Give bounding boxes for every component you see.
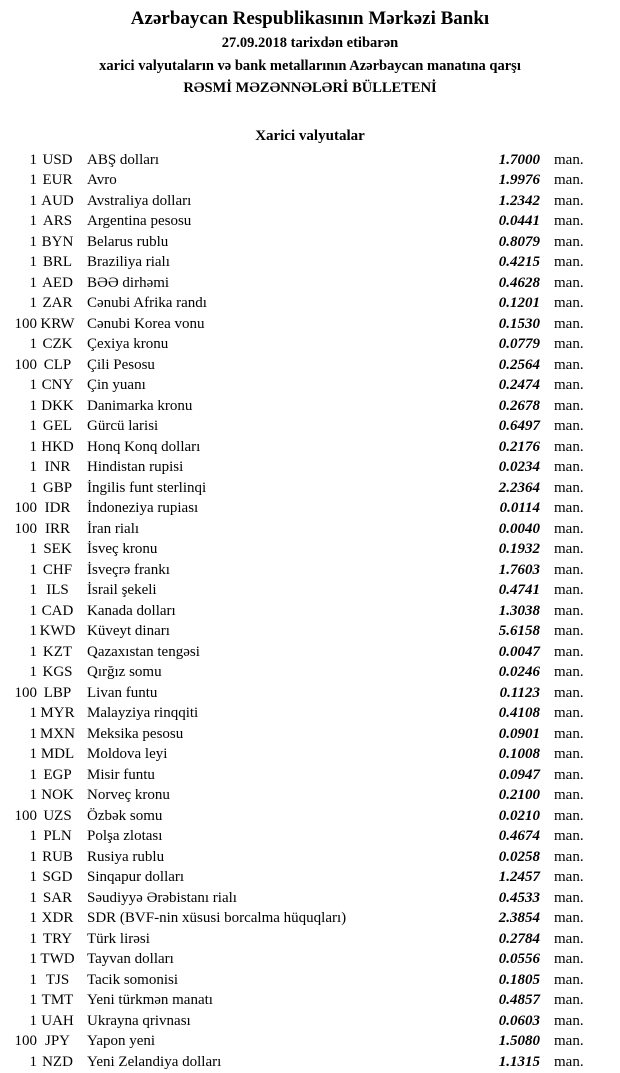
currency-name: Səudiyyə Ərəbistanı rialı [87,889,237,906]
currency-code: MXN [39,725,75,742]
currency-code: HKD [41,438,74,455]
rate-unit-label: man. [554,459,584,475]
rate-value: 0.2564 [498,356,540,373]
rate-row [0,1031,620,1052]
currency-code: KGS [42,664,73,680]
currency-code: EGP [43,766,72,783]
currency-code: BRL [42,254,73,270]
currency-quantity: 1 [29,602,37,619]
currency-code: USD [42,151,73,168]
rate-unit-label: man. [554,274,584,291]
currency-code: CHF [42,561,73,578]
rate-value: 0.0047 [498,643,540,660]
currency-name: Livan funtu [87,684,158,701]
rate-unit-label: man. [554,1012,584,1029]
rate-unit-label: man. [554,725,584,742]
currency-code: SAR [42,889,73,906]
rate-unit-label: man. [554,848,584,865]
rate-row [0,150,620,171]
currency-quantity: 1 [29,848,37,865]
currency-quantity: 1 [29,459,37,475]
rate-value: 0.4533 [498,889,540,906]
currency-name: Yeni Zelandiya dolları [87,1053,222,1070]
rate-row [0,478,620,499]
rate-row [0,1011,620,1032]
currency-quantity: 100 [14,1033,37,1049]
rate-value: 1.7603 [498,561,540,578]
currency-code: TRY [42,930,73,947]
rate-row [0,1052,620,1073]
rate-value: 0.1530 [498,315,540,332]
rate-value: 0.0258 [498,848,540,865]
currency-name: Danimarka kronu [87,397,193,414]
currency-code: LBP [43,684,72,701]
rate-row [0,211,620,232]
currency-quantity: 1 [29,397,37,414]
currency-code: CLP [43,356,72,373]
currency-name: Yeni türkmən manatı [87,992,213,1008]
currency-name: Hindistan rupisi [87,459,184,475]
rate-value: 0.4674 [498,828,540,844]
rate-unit-label: man. [554,1053,584,1070]
currency-code: CNY [41,377,74,393]
rate-value: 0.2678 [498,397,540,414]
currency-name: Cənubi Afrika randı [87,295,207,311]
rate-row [0,170,620,191]
currency-quantity: 1 [29,295,37,311]
currency-quantity: 1 [29,418,37,434]
currency-code: SGD [42,869,73,885]
currency-code: GEL [42,418,73,434]
currency-name: Tacik somonisi [87,971,179,988]
rate-row [0,355,620,376]
rate-row [0,273,620,294]
rate-unit-label: man. [554,889,584,906]
currency-code: AUD [41,192,74,209]
currency-quantity: 1 [29,643,37,660]
currency-code: TWD [40,951,75,967]
currency-quantity: 1 [29,213,37,229]
currency-quantity: 1 [29,992,37,1008]
rate-row [0,560,620,581]
rate-unit-label: man. [554,254,584,270]
currency-code: XDR [41,910,74,926]
rate-unit-label: man. [554,418,584,434]
rate-row [0,232,620,253]
rate-row [0,867,620,888]
rate-row [0,580,620,601]
currency-name: İsveçrə frankı [87,561,170,578]
currency-quantity: 1 [29,254,37,270]
rate-unit-label: man. [554,151,584,168]
effective-date-line: 27.09.2018 tarixdən etibarən [221,35,399,51]
rate-row [0,908,620,929]
currency-quantity: 1 [29,766,37,783]
rate-unit-label: man. [554,787,584,803]
currency-code: PLN [43,828,72,844]
rate-value: 5.6158 [498,623,540,639]
rate-row [0,847,620,868]
rate-value: 2.3854 [498,910,540,926]
currency-name: Argentina pesosu [87,213,192,229]
currency-name: Tayvan dolları [87,951,174,967]
currency-name: Qırğız somu [87,664,162,680]
rate-unit-label: man. [554,295,584,311]
rate-value: 0.1201 [498,295,540,311]
rate-unit-label: man. [554,807,584,824]
rate-row [0,929,620,950]
currency-name: SDR (BVF-nin xüsusi borcalma hüquqları) [87,910,347,926]
currency-code: ARS [42,213,73,229]
rate-row [0,375,620,396]
rate-unit-label: man. [554,1033,584,1049]
currency-name: Avro [87,172,117,188]
currency-code: KWD [39,623,76,639]
rate-unit-label: man. [554,971,584,988]
currency-code: TJS [45,971,70,988]
currency-name: Moldova leyi [87,746,168,762]
rate-row [0,416,620,437]
rate-unit-label: man. [554,910,584,926]
currency-name: İran rialı [87,520,140,537]
bulletin-title: RƏSMİ MƏZƏNNƏLƏRİ BÜLLETENİ [183,80,437,96]
rate-unit-label: man. [554,869,584,885]
rate-value: 0.1932 [498,541,540,557]
rate-value: 1.3038 [498,602,540,619]
currency-name: Meksika pesosu [87,725,184,742]
currency-name: Polşa zlotası [87,828,163,844]
rate-row [0,990,620,1011]
currency-name: Yapon yeni [87,1033,156,1049]
currency-name: Ukrayna qrivnası [87,1012,191,1029]
currency-code: KRW [40,315,75,332]
currency-quantity: 1 [29,889,37,906]
rate-row [0,539,620,560]
section-title-foreign-currencies: Xarici valyutalar [255,127,365,144]
rate-unit-label: man. [554,541,584,557]
rate-unit-label: man. [554,192,584,209]
rate-row [0,724,620,745]
currency-code: UZS [43,807,72,824]
rate-row [0,457,620,478]
exchange-rates-table [0,150,620,1073]
rate-row [0,621,620,642]
currency-name: Rusiya rublu [87,848,165,865]
currency-code: EUR [42,172,73,188]
currency-quantity: 1 [29,582,37,598]
currency-quantity: 1 [29,951,37,967]
rate-row [0,888,620,909]
currency-code: ILS [46,582,69,598]
rate-value: 0.2100 [498,787,540,803]
rate-value: 1.2457 [498,869,540,885]
rate-row [0,949,620,970]
rate-unit-label: man. [554,438,584,455]
rate-value: 0.0234 [498,459,540,475]
rate-value: 1.7000 [498,151,540,168]
rate-value: 0.1008 [498,746,540,762]
rate-unit-label: man. [554,377,584,393]
rate-value: 0.0779 [498,336,540,352]
currency-code: RUB [42,848,73,865]
currency-name: Küveyt dinarı [87,623,170,639]
currency-name: İngilis funt sterlinqi [87,479,207,496]
rate-unit-label: man. [554,356,584,373]
rate-unit-label: man. [554,951,584,967]
currency-name: Malayziya rinqqiti [87,705,199,721]
rate-row [0,601,620,622]
rate-value: 0.6497 [498,418,540,434]
rate-value: 0.0901 [498,725,540,742]
currency-name: Sinqapur dolları [87,869,185,885]
rate-unit-label: man. [554,664,584,680]
currency-name: Cənubi Korea vonu [87,315,205,332]
currency-quantity: 100 [14,356,37,373]
rate-unit-label: man. [554,397,584,414]
currency-code: BYN [41,233,74,250]
currency-name: Çin yuanı [87,377,146,393]
rate-value: 0.4628 [498,274,540,291]
currency-quantity: 100 [14,500,37,516]
currency-quantity: 1 [29,705,37,721]
currency-name: İndoneziya rupiası [87,500,199,516]
rate-value: 0.4215 [498,254,540,270]
rate-row [0,826,620,847]
currency-code: JPY [44,1033,70,1049]
rate-value: 0.2176 [498,438,540,455]
rate-value: 0.2784 [498,930,540,947]
rate-value: 0.0040 [498,520,540,537]
rate-value: 0.8079 [498,233,540,250]
currency-name: Norveç kronu [87,787,170,803]
rate-unit-label: man. [554,705,584,721]
rate-unit-label: man. [554,315,584,332]
currency-code: CZK [42,336,73,352]
rate-unit-label: man. [554,746,584,762]
currency-quantity: 1 [29,725,37,742]
currency-quantity: 1 [29,787,37,803]
rate-value: 1.1315 [498,1053,540,1070]
bank-name: Azərbaycan Respublikasının Mərkəzi Bankı [130,8,490,29]
rate-value: 0.0441 [498,213,540,229]
currency-name: Çili Pesosu [87,356,155,373]
currency-name: Honq Konq dolları [87,438,201,455]
rate-unit-label: man. [554,930,584,947]
rate-unit-label: man. [554,561,584,578]
currency-code: IDR [44,500,71,516]
rate-row [0,662,620,683]
currency-quantity: 1 [29,274,37,291]
currency-quantity: 1 [29,336,37,352]
rate-unit-label: man. [554,828,584,844]
currency-name: Kanada dolları [87,602,176,619]
rate-value: 1.9976 [498,172,540,188]
rate-value: 0.0114 [499,500,540,516]
currency-quantity: 1 [29,746,37,762]
currency-name: ABŞ dolları [87,151,160,168]
rate-row [0,191,620,212]
rate-value: 0.4108 [498,705,540,721]
rate-row [0,334,620,355]
rate-value: 0.0947 [498,766,540,783]
rate-row [0,519,620,540]
rate-row [0,703,620,724]
currency-name: Çexiya kronu [87,336,169,352]
rate-row [0,314,620,335]
currency-code: CAD [41,602,74,619]
currency-quantity: 1 [29,910,37,926]
currency-name: İsveç kronu [87,541,158,557]
bulletin-subtitle: xarici valyutaların və bank metallarının Azərbaycan manatına qarşı [99,57,521,74]
currency-name: Türk lirəsi [87,930,150,947]
currency-quantity: 100 [14,684,37,701]
currency-quantity: 1 [29,623,37,639]
rate-value: 0.1805 [498,971,540,988]
currency-code: ZAR [42,295,73,311]
currency-name: Gürcü larisi [87,418,159,434]
currency-name: Braziliya rialı [87,254,170,270]
rate-row [0,293,620,314]
rate-value: 0.0246 [498,664,540,680]
currency-code: KZT [42,643,73,660]
currency-code: MDL [40,746,75,762]
rate-value: 2.2364 [498,479,540,496]
currency-quantity: 1 [29,479,37,496]
currency-quantity: 1 [29,664,37,680]
rate-row [0,252,620,273]
currency-quantity: 1 [29,192,37,209]
currency-code: IRR [44,520,70,537]
currency-name: Özbək somu [87,807,163,824]
rate-unit-label: man. [554,172,584,188]
currency-quantity: 100 [14,520,37,537]
currency-quantity: 1 [29,1012,37,1029]
currency-quantity: 1 [29,233,37,250]
currency-quantity: 1 [29,930,37,947]
currency-code: TMT [41,992,74,1008]
rate-unit-label: man. [554,766,584,783]
rate-row [0,785,620,806]
currency-quantity: 100 [14,807,37,824]
rate-value: 0.2474 [498,377,540,393]
rate-row [0,498,620,519]
rate-value: 0.4741 [498,582,540,598]
currency-quantity: 1 [29,561,37,578]
currency-code: NZD [42,1053,73,1070]
rate-value: 1.2342 [498,192,540,209]
rate-row [0,806,620,827]
rate-unit-label: man. [554,500,584,516]
rate-value: 0.0210 [498,807,540,824]
rate-row [0,744,620,765]
currency-name: Qazaxıstan tengəsi [87,643,200,660]
rate-unit-label: man. [554,643,584,660]
currency-code: MYR [40,705,75,721]
rate-value: 0.0603 [498,1012,540,1029]
currency-quantity: 1 [29,828,37,844]
rate-unit-label: man. [554,233,584,250]
rate-value: 0.4857 [498,992,540,1008]
currency-code: SEK [43,541,72,557]
rate-row [0,765,620,786]
currency-quantity: 1 [29,377,37,393]
currency-name: Misir funtu [87,766,155,783]
currency-name: Avstraliya dolları [87,192,192,209]
currency-quantity: 1 [29,869,37,885]
currency-quantity: 1 [29,541,37,557]
rate-value: 1.5080 [498,1033,540,1049]
bulletin-header [0,6,620,100]
currency-code: AED [42,274,73,291]
rate-row [0,683,620,704]
currency-quantity: 1 [29,971,37,988]
rate-row [0,642,620,663]
rate-unit-label: man. [554,623,584,639]
currency-quantity: 100 [14,315,37,332]
currency-name: BƏƏ dirhəmi [87,274,170,291]
rate-unit-label: man. [554,602,584,619]
currency-quantity: 1 [29,151,37,168]
currency-quantity: 1 [29,1053,37,1070]
rate-unit-label: man. [554,479,584,496]
currency-name: Belarus rublu [87,233,169,250]
currency-quantity: 1 [29,172,37,188]
rate-unit-label: man. [554,992,584,1008]
rate-value: 0.0556 [498,951,540,967]
currency-code: GBP [42,479,73,496]
currency-code: NOK [41,787,74,803]
currency-code: INR [44,459,71,475]
rate-unit-label: man. [554,336,584,352]
rate-row [0,437,620,458]
currency-code: UAH [41,1012,74,1029]
rate-unit-label: man. [554,582,584,598]
rate-row [0,396,620,417]
rate-value: 0.1123 [499,684,540,701]
currency-code: DKK [41,397,74,414]
rate-unit-label: man. [554,520,584,537]
rate-unit-label: man. [554,684,584,701]
currency-name: İsrail şekeli [87,582,157,598]
rate-unit-label: man. [554,213,584,229]
currency-quantity: 1 [29,438,37,455]
rate-row [0,970,620,991]
